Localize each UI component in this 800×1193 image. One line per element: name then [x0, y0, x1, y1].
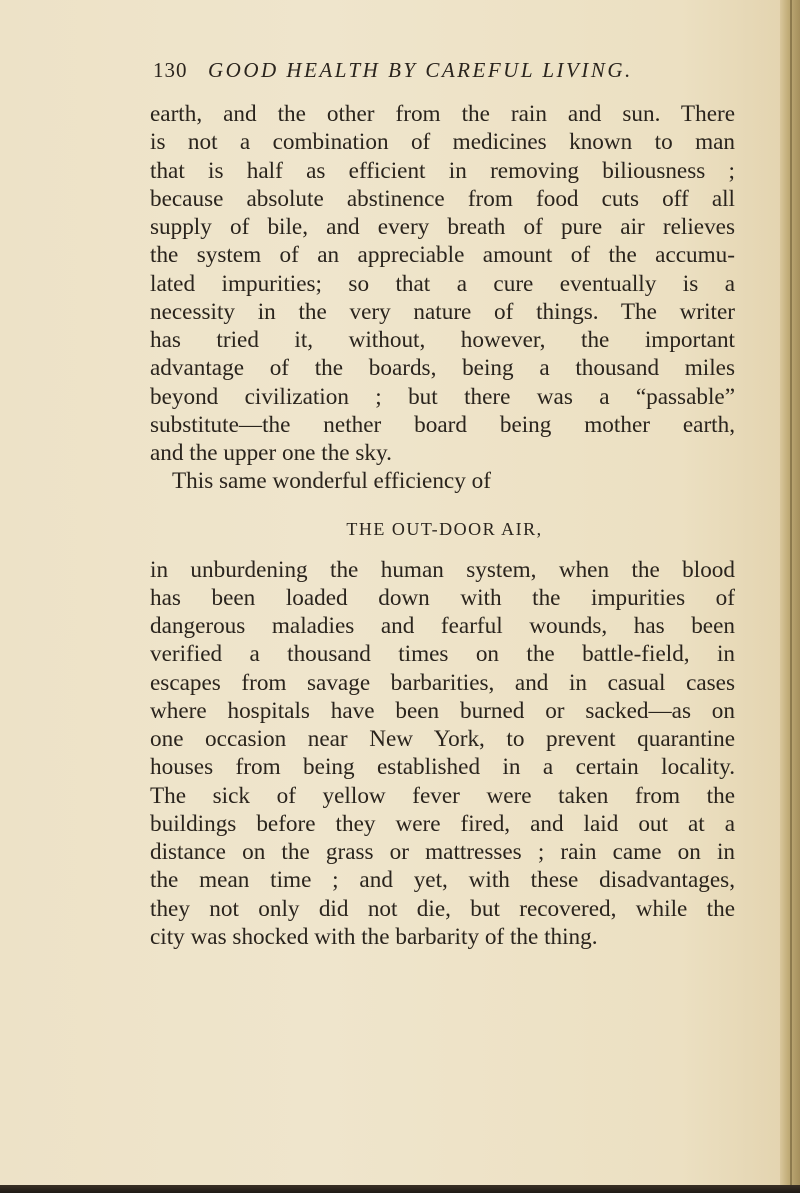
text-line: lated impurities; so that a cure eventually is a	[150, 270, 735, 297]
text-line: where hospitals have been burned or sacked—as on	[150, 697, 735, 724]
text-line: that is half as efficient in removing biliousness ;	[150, 157, 735, 184]
paragraph-1	[150, 100, 735, 467]
text-line: has tried it, without, however, the important	[150, 327, 735, 353]
text-line: the mean time ; and yet, with these disadvantages,	[150, 867, 735, 894]
text-line: supply of bile, and every breath of pure air relieves	[150, 214, 735, 240]
text-line: they not only did not die, but recovered, while the	[150, 895, 735, 922]
text-line: This same wonderful efficiency of	[172, 468, 491, 495]
text-line: beyond civilization ; but there was a “passable”	[150, 383, 735, 410]
paragraph-2	[150, 467, 735, 495]
text-line: one occasion near New York, to prevent quarantine	[150, 726, 735, 752]
text-line: is not a combination of medicines known to man	[150, 129, 735, 156]
bottom-edge-shadow	[0, 1185, 800, 1193]
running-title: GOOD HEALTH BY CAREFUL LIVING.	[208, 58, 633, 82]
text-line: necessity in the very nature of things. The writer	[150, 298, 735, 325]
page-header	[153, 50, 693, 90]
page-number: 130	[153, 58, 188, 82]
text-line: buildings before they were fired, and laid out at a	[150, 810, 735, 837]
text-line: in unburdening the human system, when the blood	[150, 556, 735, 583]
paragraph-3	[150, 556, 735, 952]
text-line: has been loaded down with the impurities of	[150, 584, 735, 611]
text-line: city was shocked with the barbarity of the thing.	[150, 923, 598, 950]
body-text	[150, 100, 735, 951]
text-line: because absolute abstinence from food cuts off all	[150, 185, 735, 212]
text-line: substitute—the nether board being mother earth,	[150, 411, 735, 438]
page-edge-line	[790, 0, 792, 1193]
text-line: the system of an appreciable amount of the accumu-	[150, 242, 735, 269]
text-line: houses from being established in a certain locality.	[150, 754, 735, 781]
text-line: dangerous maladies and fearful wounds, has been	[150, 613, 735, 639]
text-line: The sick of yellow fever were taken from the	[150, 782, 735, 809]
text-line: verified a thousand times on the battle-field, in	[150, 641, 735, 668]
text-line: and the upper one the sky.	[150, 440, 392, 466]
text-line: escapes from savage barbarities, and in casual cases	[150, 669, 735, 696]
text-line: distance on the grass or mattresses ; rain came on in	[150, 839, 735, 865]
section-heading: THE OUT-DOOR AIR,	[346, 518, 543, 539]
text-line: earth, and the other from the rain and sun. There	[150, 101, 735, 127]
text-line: advantage of the boards, being a thousand miles	[150, 355, 735, 382]
